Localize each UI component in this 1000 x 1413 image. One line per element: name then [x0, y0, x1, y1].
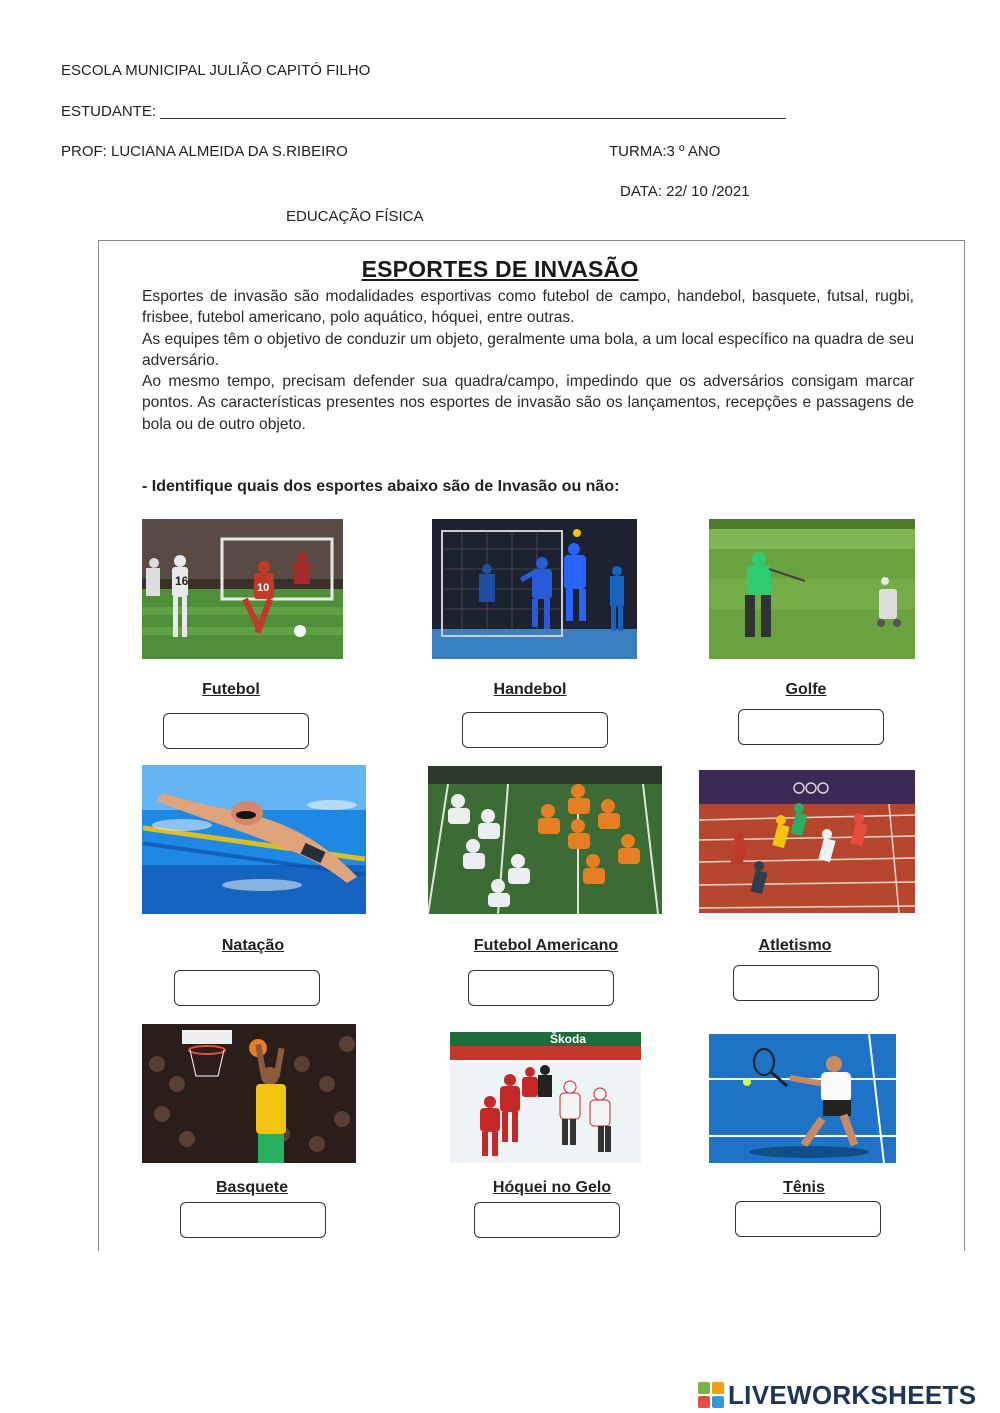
- school-name: ESCOLA MUNICIPAL JULIÃO CAPITÓ FILHO: [61, 62, 371, 79]
- answer-hoquei-input[interactable]: [474, 1202, 620, 1238]
- answer-futebol-input[interactable]: [163, 713, 309, 749]
- photo-tenis: [709, 1034, 896, 1163]
- question-prompt: - Identifique quais dos esportes abaixo são de Invasão ou não:: [142, 478, 620, 495]
- intro-paragraph-2: As equipes têm o objetivo de conduzir um objeto, geralmente uma bola, a um local específico na quadra de seu adversário.: [142, 330, 914, 369]
- answer-golfe-input[interactable]: [738, 709, 884, 745]
- photo-golfe: [709, 519, 915, 659]
- student-line: ESTUDANTE: ___________________________________________________________________________: [61, 103, 786, 120]
- date-label: DATA: 22/ 10 /2021: [620, 183, 750, 200]
- label-atletismo: Atletismo: [758, 937, 832, 954]
- answer-basquete-input[interactable]: [180, 1202, 326, 1238]
- photo-futebol-americano: [428, 766, 662, 914]
- answer-handebol-input[interactable]: [462, 712, 608, 748]
- class-label: TURMA:3 º ANO: [609, 143, 721, 160]
- label-golfe: Golfe: [785, 681, 827, 698]
- liveworksheets-logo-icon: [698, 1382, 724, 1408]
- intro-paragraph-1: Esportes de invasão são modalidades esportivas como futebol de campo, handebol, basquete, futsal, rugbi, frisbee, futebol americano, polo aquático, hóquei, entre outras.: [142, 288, 914, 327]
- label-tenis: Tênis: [783, 1179, 825, 1196]
- worksheet-title: ESPORTES DE INVASÃO: [361, 256, 639, 282]
- subject-label: EDUCAÇÃO FÍSICA: [286, 208, 424, 225]
- jersey-16-text: 16: [175, 574, 189, 588]
- liveworksheets-logo: [698, 1378, 976, 1412]
- label-natacao: Natação: [221, 937, 285, 954]
- answer-tenis-input[interactable]: [735, 1201, 881, 1237]
- intro-paragraph-3: Ao mesmo tempo, precisam defender sua quadra/campo, impedindo que os adversários consigam marcar pontos. As características presentes nos esportes de invasão são os lançamentos, recepções e passagens de bola ou de outro objeto.: [142, 373, 914, 433]
- hockey-board-text: Škoda: [550, 1032, 587, 1046]
- jersey-10-text: 10: [257, 582, 270, 594]
- label-hoquei: Hóquei no Gelo: [492, 1179, 612, 1196]
- answer-natacao-input[interactable]: [174, 970, 320, 1006]
- photo-basquete: [142, 1024, 356, 1163]
- liveworksheets-logo-text: LIVEWORKSHEETS: [728, 1379, 977, 1410]
- photo-futebol: [142, 519, 343, 659]
- intro-text: [142, 286, 914, 435]
- photo-hoquei: [450, 1032, 641, 1163]
- answer-atletismo-input[interactable]: [733, 965, 879, 1001]
- label-handebol: Handebol: [493, 681, 567, 698]
- teacher-name: PROF: LUCIANA ALMEIDA DA S.RIBEIRO: [61, 143, 348, 160]
- photo-natacao: [142, 765, 366, 914]
- answer-futebol-americano-input[interactable]: [468, 970, 614, 1006]
- photo-atletismo: [699, 770, 915, 913]
- label-futebol-americano: Futebol Americano: [473, 937, 619, 954]
- photo-handebol: [432, 519, 637, 659]
- label-futebol: Futebol: [202, 681, 260, 698]
- label-basquete: Basquete: [215, 1179, 289, 1196]
